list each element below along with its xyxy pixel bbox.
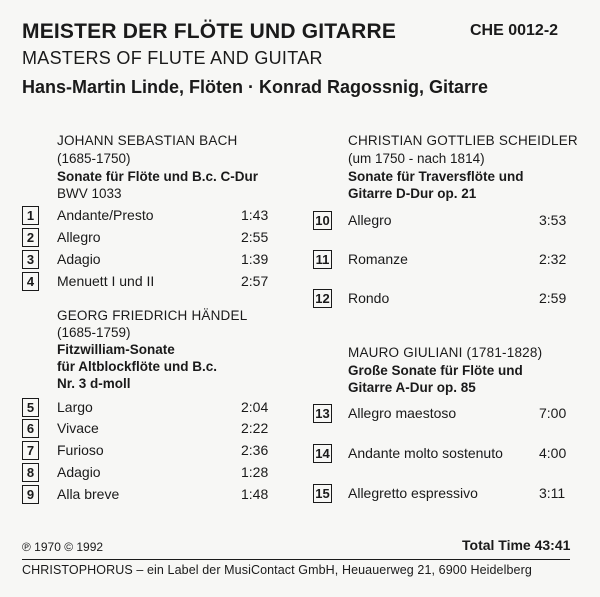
track-title: Menuett I und II	[57, 273, 155, 289]
label-info: CHRISTOPHORUS – ein Label der MusiContact GmbH, Heuauerweg 21, 6900 Heidelberg	[22, 563, 532, 577]
track-number: 6	[22, 419, 39, 438]
track-number: 7	[22, 441, 39, 460]
track-duration: 2:57	[241, 273, 269, 289]
work-title: für Altblockflöte und B.c.	[57, 359, 217, 374]
track-duration: 1:48	[241, 486, 269, 502]
track-row[interactable]	[313, 484, 571, 504]
track-duration: 2:04	[241, 399, 269, 415]
track-number: 9	[22, 485, 39, 504]
track-duration: 2:55	[241, 229, 269, 245]
track-title: Furioso	[57, 442, 104, 458]
composer-name: CHRISTIAN GOTTLIEB SCHEIDLER	[348, 133, 578, 148]
track-number: 14	[313, 444, 332, 463]
album-subtitle: MASTERS OF FLUTE AND GUITAR	[22, 48, 323, 68]
track-title: Adagio	[57, 464, 101, 480]
work-title: Sonate für Flöte und B.c. C-Dur	[57, 169, 258, 184]
track-duration: 1:28	[241, 464, 269, 480]
composer-name: GEORG FRIEDRICH HÄNDEL	[57, 308, 248, 323]
track-number: 3	[22, 250, 39, 269]
track-row[interactable]	[22, 206, 272, 226]
track-title: Romanze	[348, 251, 408, 267]
track-duration: 1:39	[241, 251, 269, 267]
work-title: Fitzwilliam-Sonate	[57, 342, 175, 357]
copyright-notice: ℗ 1970 © 1992	[22, 540, 104, 554]
work-title: Große Sonate für Flöte und	[348, 363, 523, 378]
track-number: 15	[313, 484, 332, 503]
track-title: Rondo	[348, 290, 390, 306]
track-duration: 7:00	[539, 405, 567, 421]
work-catalog: BWV 1033	[57, 186, 122, 201]
track-duration: 3:11	[539, 485, 566, 501]
track-title: Andante/Presto	[57, 207, 154, 223]
footer-divider	[22, 559, 570, 560]
track-row[interactable]	[313, 444, 571, 464]
track-row[interactable]	[313, 404, 571, 424]
composer-dates: (1685-1750)	[57, 151, 131, 166]
track-title: Vivace	[57, 420, 99, 436]
track-title: Allegro	[57, 229, 101, 245]
composer-dates: (1685-1759)	[57, 325, 131, 340]
track-duration: 4:00	[539, 445, 567, 461]
track-row[interactable]	[313, 250, 571, 270]
track-number: 8	[22, 463, 39, 482]
track-title: Largo	[57, 399, 93, 415]
track-number: 12	[313, 289, 332, 308]
track-row[interactable]	[22, 463, 272, 483]
track-title: Adagio	[57, 251, 101, 267]
track-number: 13	[313, 404, 332, 423]
track-number: 5	[22, 398, 39, 417]
track-duration: 2:32	[539, 251, 567, 267]
track-row[interactable]	[22, 250, 272, 270]
track-row[interactable]	[313, 211, 571, 231]
track-duration: 3:53	[539, 212, 567, 228]
track-number: 10	[313, 211, 332, 230]
track-title: Alla breve	[57, 486, 120, 502]
track-row[interactable]	[22, 419, 272, 439]
work-title: Sonate für Traversflöte und	[348, 169, 524, 184]
track-duration: 2:36	[241, 442, 269, 458]
track-duration: 1:43	[241, 207, 269, 223]
track-row[interactable]	[22, 272, 272, 292]
track-row[interactable]	[22, 441, 272, 461]
track-title: Allegretto espressivo	[348, 485, 478, 501]
track-number: 11	[313, 250, 332, 269]
track-number: 4	[22, 272, 39, 291]
track-row[interactable]	[22, 398, 272, 418]
composer-name: MAURO GIULIANI (1781-1828)	[348, 345, 543, 360]
work-title: Gitarre D-Dur op. 21	[348, 186, 477, 201]
album-title: MEISTER DER FLÖTE UND GITARRE	[22, 20, 397, 43]
catalog-number: CHE 0012-2	[470, 22, 559, 39]
track-row[interactable]	[22, 485, 272, 505]
track-title: Allegro	[348, 212, 392, 228]
track-row[interactable]	[313, 289, 571, 309]
track-duration: 2:22	[241, 420, 269, 436]
total-time: Total Time 43:41	[462, 537, 571, 553]
track-duration: 2:59	[539, 290, 567, 306]
performers: Hans-Martin Linde, Flöten · Konrad Ragossnig, Gitarre	[22, 77, 489, 97]
work-title: Nr. 3 d-moll	[57, 376, 131, 391]
track-number: 1	[22, 206, 39, 225]
track-title: Andante molto sostenuto	[348, 445, 503, 461]
track-number: 2	[22, 228, 39, 247]
work-title: Gitarre A-Dur op. 85	[348, 380, 476, 395]
track-row[interactable]	[22, 228, 272, 248]
composer-dates: (um 1750 - nach 1814)	[348, 151, 485, 166]
track-title: Allegro maestoso	[348, 405, 457, 421]
composer-name: JOHANN SEBASTIAN BACH	[57, 133, 238, 148]
